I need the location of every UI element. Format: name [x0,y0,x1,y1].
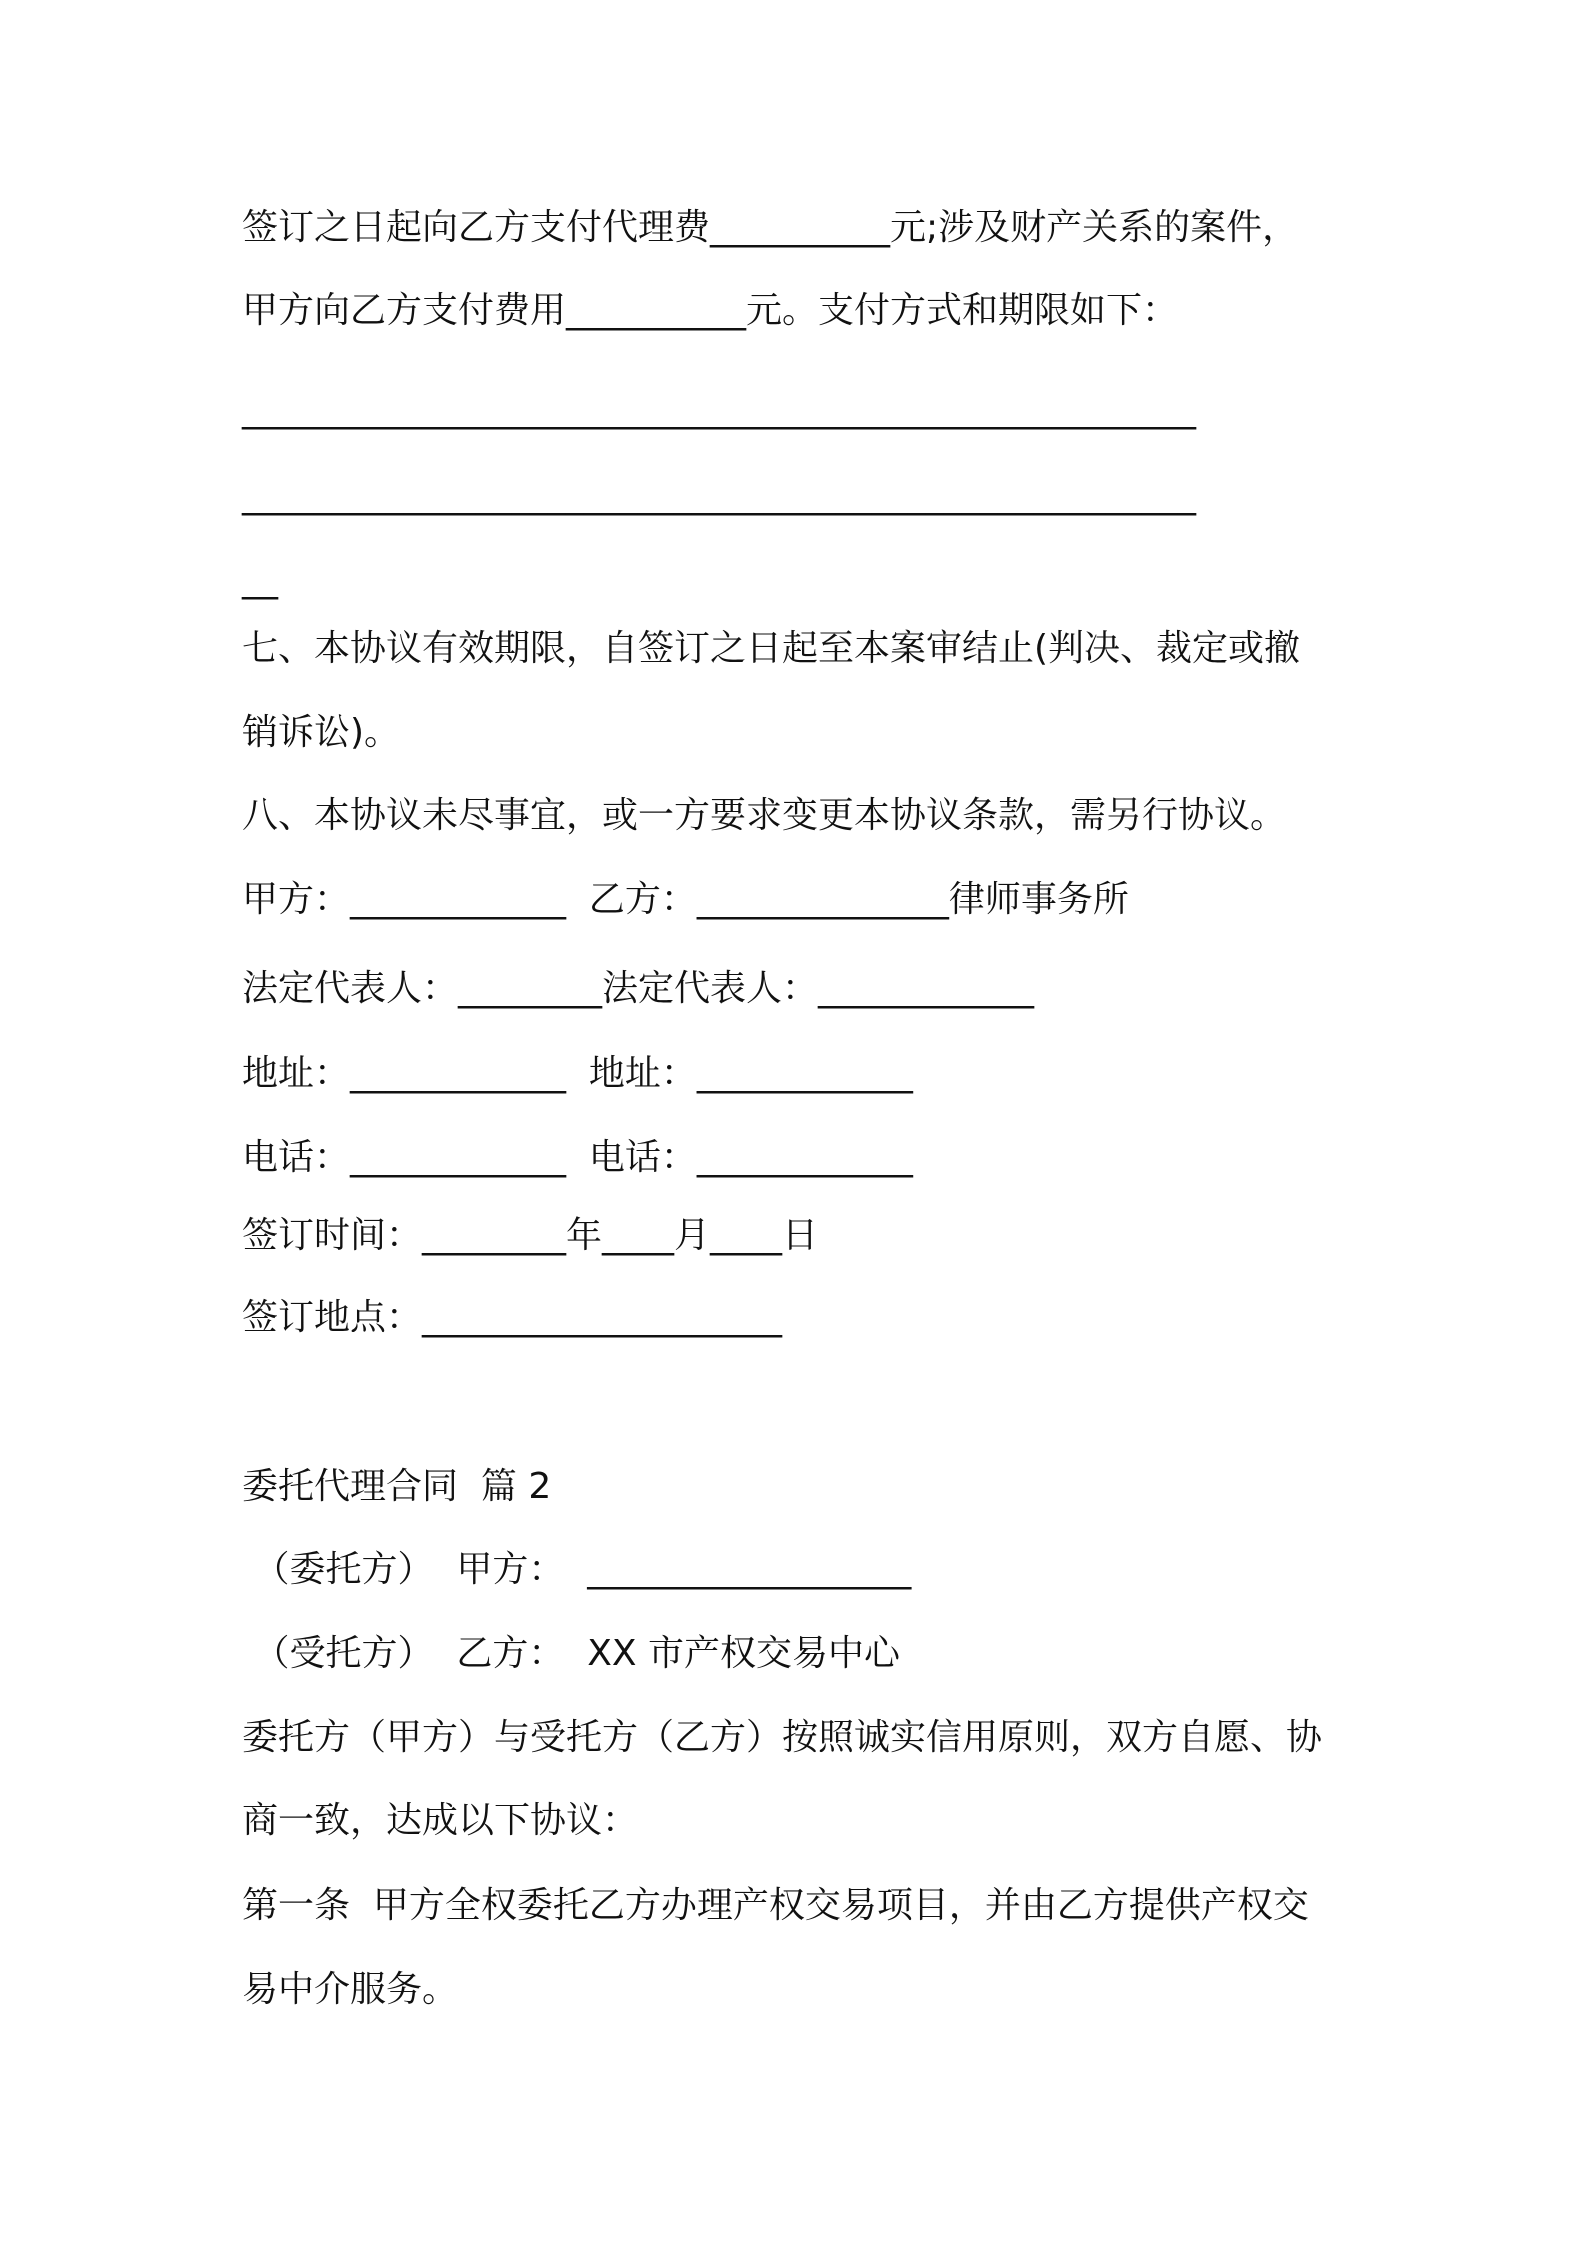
article-1-line-1: 第一条 甲方全权委托乙方办理产权交易项目，并由乙方提供产权交 [242,1885,1309,1926]
section-title: 委托代理合同 篇 2 [242,1466,552,1507]
clause-7-line-1: 七、本协议有效期限，自签订之日起至本案审结止(判决、裁定或撤 [242,628,1301,669]
blank-line-2: _____________________________________________________ [242,475,1196,516]
preamble-line-1: 委托方（甲方）与受托方（乙方）按照诚实信用原则，双方自愿、协 [242,1717,1323,1758]
clause-8: 八、本协议未尽事宜，或一方要求变更本协议条款，需另行协议。 [242,795,1287,836]
blank-line-3: __ [242,559,278,600]
agent-line: （受托方） 乙方： XX 市产权交易中心 [242,1633,900,1674]
blank-line-1: _____________________________________________________ [242,389,1196,430]
payment-clause-line-2: 甲方向乙方支付费用__________元。支付方式和期限如下： [242,290,1179,331]
signing-date-line: 签订时间：________年____月____日 [242,1215,819,1256]
preamble-line-2: 商一致，达成以下协议： [242,1800,639,1841]
legal-rep-line: 法定代表人：________法定代表人：____________ [242,968,1035,1009]
phone-line: 电话：____________ 电话：____________ [242,1137,913,1178]
address-line: 地址：____________ 地址：____________ [242,1053,913,1094]
article-1-line-2: 易中介服务。 [242,1969,459,2010]
signing-place-line: 签订地点：____________________ [242,1297,783,1338]
payment-clause-line-1: 签订之日起向乙方支付代理费__________元;涉及财产关系的案件， [242,207,1299,248]
clause-7-line-2: 销诉讼)。 [242,712,401,753]
principal-line: （委托方） 甲方： __________________ [242,1549,912,1590]
party-line: 甲方：____________ 乙方：______________律师事务所 [242,879,1129,920]
